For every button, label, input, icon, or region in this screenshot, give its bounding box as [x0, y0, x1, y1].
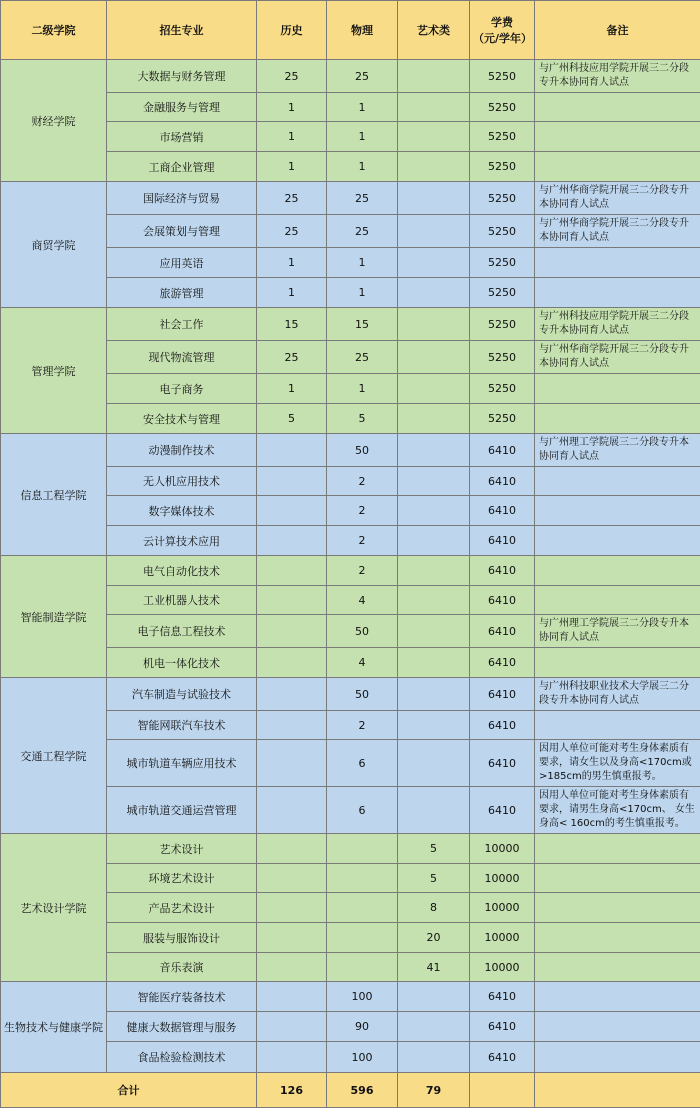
- fee-cell: 5250: [470, 374, 535, 404]
- physics-cell: 2: [327, 467, 398, 496]
- history-cell: [257, 434, 327, 467]
- college-cell: 艺术设计学院: [1, 834, 107, 982]
- major-cell: 无人机应用技术: [107, 467, 257, 496]
- history-cell: [257, 615, 327, 648]
- remark-cell: [535, 864, 700, 893]
- table-row: [1, 60, 700, 93]
- college-cell: 智能制造学院: [1, 556, 107, 678]
- history-cell: [257, 711, 327, 740]
- history-cell: 25: [257, 182, 327, 215]
- college-cell: 管理学院: [1, 308, 107, 434]
- history-cell: 25: [257, 341, 327, 374]
- art-cell: [398, 93, 470, 122]
- remark-cell: 与广州理工学院展三二分段专升本协同育人试点: [535, 434, 700, 467]
- fee-cell: 10000: [470, 834, 535, 864]
- header-history: 历史: [257, 1, 327, 60]
- college-cell: 商贸学院: [1, 182, 107, 308]
- fee-cell: 10000: [470, 953, 535, 982]
- major-cell: 环境艺术设计: [107, 864, 257, 893]
- history-cell: [257, 648, 327, 678]
- major-cell: 智能网联汽车技术: [107, 711, 257, 740]
- major-cell: 电子信息工程技术: [107, 615, 257, 648]
- remark-cell: [535, 834, 700, 864]
- physics-cell: 2: [327, 556, 398, 586]
- remark-cell: [535, 152, 700, 182]
- remark-cell: 与广州理工学院展三二分段专升本协同育人试点: [535, 615, 700, 648]
- history-cell: [257, 864, 327, 893]
- major-cell: 产品艺术设计: [107, 893, 257, 923]
- total-art: 79: [398, 1073, 470, 1108]
- remark-cell: [535, 982, 700, 1012]
- table-row: [1, 982, 700, 1012]
- major-cell: 现代物流管理: [107, 341, 257, 374]
- history-cell: [257, 526, 327, 556]
- major-cell: 国际经济与贸易: [107, 182, 257, 215]
- art-cell: [398, 711, 470, 740]
- fee-cell: 6410: [470, 982, 535, 1012]
- physics-cell: 25: [327, 215, 398, 248]
- college-cell: 交通工程学院: [1, 678, 107, 834]
- history-cell: 1: [257, 93, 327, 122]
- remark-cell: [535, 278, 700, 308]
- art-cell: [398, 341, 470, 374]
- physics-cell: 100: [327, 1042, 398, 1073]
- art-cell: [398, 740, 470, 787]
- total-physics: 596: [327, 1073, 398, 1108]
- remark-cell: 因用人单位可能对考生身体素质有要求，请男生身高<170cm、 女生身高< 160cm的考生慎重报考。: [535, 787, 700, 834]
- remark-cell: [535, 1042, 700, 1073]
- physics-cell: 4: [327, 648, 398, 678]
- physics-cell: 100: [327, 982, 398, 1012]
- major-cell: 会展策划与管理: [107, 215, 257, 248]
- major-cell: 电子商务: [107, 374, 257, 404]
- major-cell: 汽车制造与试验技术: [107, 678, 257, 711]
- fee-cell: 6410: [470, 648, 535, 678]
- history-cell: 1: [257, 278, 327, 308]
- remark-cell: [535, 556, 700, 586]
- remark-cell: [535, 893, 700, 923]
- major-cell: 安全技术与管理: [107, 404, 257, 434]
- fee-cell: 5250: [470, 60, 535, 93]
- college-cell: 信息工程学院: [1, 434, 107, 556]
- table-row: [1, 182, 700, 215]
- art-cell: 20: [398, 923, 470, 953]
- remark-cell: [535, 923, 700, 953]
- art-cell: [398, 215, 470, 248]
- table-body: [1, 60, 700, 1073]
- history-cell: 5: [257, 404, 327, 434]
- history-cell: 1: [257, 152, 327, 182]
- table-row: [1, 434, 700, 467]
- major-cell: 服装与服饰设计: [107, 923, 257, 953]
- history-cell: [257, 496, 327, 526]
- physics-cell: 6: [327, 740, 398, 787]
- art-cell: [398, 496, 470, 526]
- table-row: [1, 678, 700, 711]
- fee-cell: 10000: [470, 923, 535, 953]
- physics-cell: 6: [327, 787, 398, 834]
- remark-cell: 因用人单位可能对考生身体素质有要求，请女生以及身高<170cm或>185cm的男生慎重报考。: [535, 740, 700, 787]
- art-cell: [398, 556, 470, 586]
- fee-cell: 5250: [470, 308, 535, 341]
- fee-cell: 6410: [470, 740, 535, 787]
- physics-cell: [327, 893, 398, 923]
- major-cell: 云计算技术应用: [107, 526, 257, 556]
- art-cell: [398, 308, 470, 341]
- physics-cell: 4: [327, 586, 398, 615]
- physics-cell: [327, 953, 398, 982]
- header-fee: [470, 1, 535, 60]
- remark-cell: [535, 122, 700, 152]
- total-row: [1, 1073, 700, 1108]
- fee-cell: 6410: [470, 586, 535, 615]
- physics-cell: 50: [327, 678, 398, 711]
- art-cell: [398, 182, 470, 215]
- physics-cell: 1: [327, 122, 398, 152]
- physics-cell: 2: [327, 526, 398, 556]
- physics-cell: 2: [327, 496, 398, 526]
- physics-cell: [327, 923, 398, 953]
- art-cell: [398, 586, 470, 615]
- art-cell: [398, 374, 470, 404]
- fee-cell: 6410: [470, 1042, 535, 1073]
- remark-cell: [535, 526, 700, 556]
- fee-cell: 6410: [470, 467, 535, 496]
- history-cell: [257, 556, 327, 586]
- total-history: 126: [257, 1073, 327, 1108]
- art-cell: [398, 467, 470, 496]
- table-row: [1, 834, 700, 864]
- art-cell: [398, 152, 470, 182]
- header-major: 招生专业: [107, 1, 257, 60]
- art-cell: [398, 404, 470, 434]
- major-cell: 机电一体化技术: [107, 648, 257, 678]
- header-remark: 备注: [535, 1, 700, 60]
- physics-cell: 1: [327, 152, 398, 182]
- remark-cell: 与广州科技应用学院开展三二分段专升本协同育人试点: [535, 60, 700, 93]
- physics-cell: 50: [327, 615, 398, 648]
- physics-cell: 2: [327, 711, 398, 740]
- major-cell: 金融服务与管理: [107, 93, 257, 122]
- major-cell: 大数据与财务管理: [107, 60, 257, 93]
- history-cell: 25: [257, 60, 327, 93]
- table-header: [1, 1, 700, 60]
- art-cell: [398, 615, 470, 648]
- art-cell: 8: [398, 893, 470, 923]
- remark-cell: [535, 1012, 700, 1042]
- history-cell: [257, 893, 327, 923]
- header-fee-line2: （元/学年）: [473, 30, 531, 46]
- history-cell: [257, 1012, 327, 1042]
- major-cell: 市场营销: [107, 122, 257, 152]
- major-cell: 智能医疗装备技术: [107, 982, 257, 1012]
- history-cell: [257, 678, 327, 711]
- physics-cell: 1: [327, 278, 398, 308]
- college-cell: 财经学院: [1, 60, 107, 182]
- header-physics: 物理: [327, 1, 398, 60]
- remark-cell: [535, 496, 700, 526]
- major-cell: 健康大数据管理与服务: [107, 1012, 257, 1042]
- remark-cell: [535, 404, 700, 434]
- header-art: 艺术类: [398, 1, 470, 60]
- major-cell: 艺术设计: [107, 834, 257, 864]
- history-cell: 15: [257, 308, 327, 341]
- art-cell: [398, 1042, 470, 1073]
- physics-cell: 25: [327, 182, 398, 215]
- physics-cell: 1: [327, 248, 398, 278]
- remark-cell: [535, 586, 700, 615]
- major-cell: 旅游管理: [107, 278, 257, 308]
- history-cell: [257, 923, 327, 953]
- remark-cell: [535, 467, 700, 496]
- physics-cell: [327, 834, 398, 864]
- major-cell: 城市轨道车辆应用技术: [107, 740, 257, 787]
- art-cell: [398, 787, 470, 834]
- table-row: [1, 308, 700, 341]
- header-college: 二级学院: [1, 1, 107, 60]
- history-cell: 1: [257, 248, 327, 278]
- remark-cell: [535, 374, 700, 404]
- fee-cell: 10000: [470, 893, 535, 923]
- physics-cell: 25: [327, 341, 398, 374]
- table-footer: [1, 1073, 700, 1108]
- major-cell: 电气自动化技术: [107, 556, 257, 586]
- fee-cell: 6410: [470, 1012, 535, 1042]
- remark-cell: [535, 648, 700, 678]
- remark-cell: [535, 248, 700, 278]
- physics-cell: 50: [327, 434, 398, 467]
- fee-cell: 6410: [470, 787, 535, 834]
- history-cell: [257, 953, 327, 982]
- major-cell: 数字媒体技术: [107, 496, 257, 526]
- fee-cell: 6410: [470, 526, 535, 556]
- history-cell: [257, 834, 327, 864]
- history-cell: [257, 1042, 327, 1073]
- remark-cell: 与广州科技应用学院开展三二分段专升本协同育人试点: [535, 308, 700, 341]
- art-cell: [398, 434, 470, 467]
- history-cell: 25: [257, 215, 327, 248]
- major-cell: 工业机器人技术: [107, 586, 257, 615]
- fee-cell: 6410: [470, 434, 535, 467]
- major-cell: 工商企业管理: [107, 152, 257, 182]
- fee-cell: 5250: [470, 248, 535, 278]
- physics-cell: 1: [327, 93, 398, 122]
- fee-cell: 5250: [470, 404, 535, 434]
- total-remark: [535, 1073, 700, 1108]
- remark-cell: [535, 711, 700, 740]
- art-cell: [398, 278, 470, 308]
- art-cell: 41: [398, 953, 470, 982]
- major-cell: 食品检验检测技术: [107, 1042, 257, 1073]
- college-cell: 生物技术与健康学院: [1, 982, 107, 1073]
- physics-cell: [327, 864, 398, 893]
- major-cell: 动漫制作技术: [107, 434, 257, 467]
- fee-cell: 6410: [470, 496, 535, 526]
- history-cell: [257, 740, 327, 787]
- physics-cell: 1: [327, 374, 398, 404]
- history-cell: [257, 586, 327, 615]
- art-cell: [398, 526, 470, 556]
- major-cell: 城市轨道交通运营管理: [107, 787, 257, 834]
- table-row: [1, 556, 700, 586]
- art-cell: [398, 1012, 470, 1042]
- history-cell: [257, 982, 327, 1012]
- major-cell: 音乐表演: [107, 953, 257, 982]
- remark-cell: 与广州华商学院开展三二分段专升本协同育人试点: [535, 215, 700, 248]
- fee-cell: 5250: [470, 278, 535, 308]
- fee-cell: 5250: [470, 152, 535, 182]
- remark-cell: [535, 953, 700, 982]
- art-cell: [398, 248, 470, 278]
- fee-cell: 5250: [470, 341, 535, 374]
- physics-cell: 15: [327, 308, 398, 341]
- history-cell: 1: [257, 374, 327, 404]
- art-cell: 5: [398, 864, 470, 893]
- header-fee-line1: 学费: [473, 14, 531, 30]
- fee-cell: 6410: [470, 615, 535, 648]
- fee-cell: 6410: [470, 556, 535, 586]
- physics-cell: 90: [327, 1012, 398, 1042]
- fee-cell: 5250: [470, 122, 535, 152]
- physics-cell: 5: [327, 404, 398, 434]
- history-cell: [257, 787, 327, 834]
- fee-cell: 5250: [470, 93, 535, 122]
- fee-cell: 6410: [470, 711, 535, 740]
- physics-cell: 25: [327, 60, 398, 93]
- total-fee: [470, 1073, 535, 1108]
- remark-cell: [535, 93, 700, 122]
- major-cell: 应用英语: [107, 248, 257, 278]
- art-cell: [398, 982, 470, 1012]
- art-cell: 5: [398, 834, 470, 864]
- fee-cell: 5250: [470, 215, 535, 248]
- major-cell: 社会工作: [107, 308, 257, 341]
- art-cell: [398, 60, 470, 93]
- art-cell: [398, 648, 470, 678]
- total-label: 合计: [1, 1073, 257, 1108]
- history-cell: 1: [257, 122, 327, 152]
- remark-cell: 与广州华商学院开展三二分段专升本协同育人试点: [535, 182, 700, 215]
- art-cell: [398, 122, 470, 152]
- fee-cell: 10000: [470, 864, 535, 893]
- remark-cell: 与广州华商学院开展三二分段专升本协同育人试点: [535, 341, 700, 374]
- history-cell: [257, 467, 327, 496]
- fee-cell: 6410: [470, 678, 535, 711]
- art-cell: [398, 678, 470, 711]
- fee-cell: 5250: [470, 182, 535, 215]
- remark-cell: 与广州科技职业技术大学展三二分段专升本协同育人试点: [535, 678, 700, 711]
